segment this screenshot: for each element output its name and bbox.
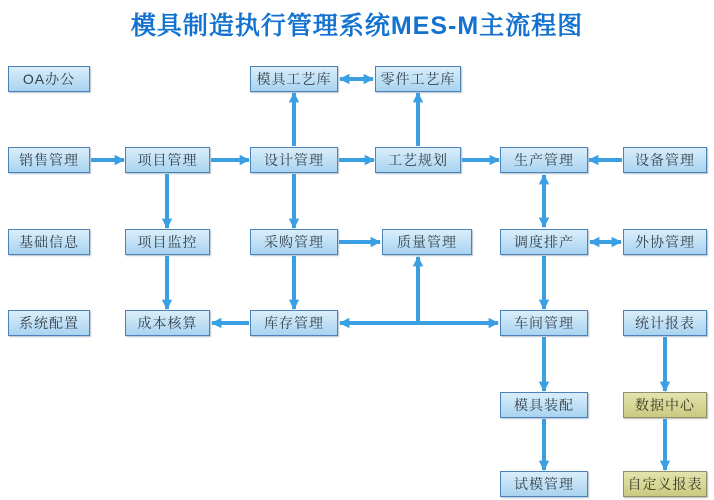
node-equipment-mgmt: 设备管理 — [623, 147, 707, 173]
node-purchase-mgmt: 采购管理 — [250, 229, 338, 255]
node-cost-accounting: 成本核算 — [125, 310, 210, 336]
node-custom-report: 自定义报表 — [623, 471, 707, 497]
node-trial-mold-mgmt: 试模管理 — [500, 471, 588, 497]
node-outsourcing-mgmt: 外协管理 — [623, 229, 707, 255]
node-workshop-mgmt: 车间管理 — [500, 310, 588, 336]
node-sales-mgmt: 销售管理 — [8, 147, 90, 173]
node-system-config: 系统配置 — [8, 310, 90, 336]
node-data-center: 数据中心 — [623, 392, 707, 418]
node-mold-process-lib: 模具工艺库 — [250, 66, 338, 92]
node-oa-office: OA办公 — [8, 66, 90, 92]
page-title: 模具制造执行管理系统MES-M主流程图 — [130, 12, 584, 40]
node-production-mgmt: 生产管理 — [500, 147, 588, 173]
node-stats-report: 统计报表 — [623, 310, 707, 336]
node-part-process-lib: 零件工艺库 — [375, 66, 461, 92]
node-project-monitor: 项目监控 — [125, 229, 210, 255]
node-quality-mgmt: 质量管理 — [382, 229, 472, 255]
node-project-mgmt: 项目管理 — [125, 147, 210, 173]
node-process-planning: 工艺规划 — [375, 147, 461, 173]
node-mold-assembly: 模具装配 — [500, 392, 588, 418]
node-design-mgmt: 设计管理 — [250, 147, 338, 173]
node-inventory-mgmt: 库存管理 — [250, 310, 338, 336]
node-basic-info: 基础信息 — [8, 229, 90, 255]
node-scheduling: 调度排产 — [500, 229, 588, 255]
